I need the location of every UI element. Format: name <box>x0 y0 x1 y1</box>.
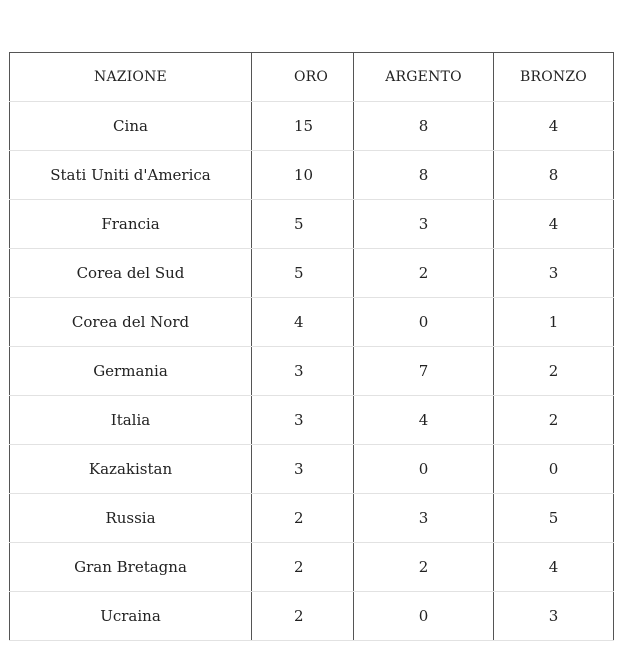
header-row <box>10 53 614 102</box>
cell-nazione: Ucraina <box>10 592 252 641</box>
cell-nazione: Corea del Sud <box>10 249 252 298</box>
cell-argento: 8 <box>354 151 494 200</box>
cell-oro: 4 <box>252 298 354 347</box>
cell-nazione: Italia <box>10 396 252 445</box>
cell-argento: 0 <box>354 592 494 641</box>
cell-nazione: Germania <box>10 347 252 396</box>
cell-bronzo: 4 <box>494 543 614 592</box>
header-bronzo: BRONZO <box>494 53 614 102</box>
table-row <box>10 200 614 249</box>
cell-argento: 2 <box>354 543 494 592</box>
cell-nazione: Corea del Nord <box>10 298 252 347</box>
table-row <box>10 396 614 445</box>
table-row <box>10 102 614 151</box>
table-row <box>10 347 614 396</box>
cell-oro: 3 <box>252 445 354 494</box>
cell-oro: 5 <box>252 200 354 249</box>
table-row <box>10 298 614 347</box>
cell-oro: 2 <box>252 592 354 641</box>
table-row <box>10 543 614 592</box>
cell-oro: 2 <box>252 494 354 543</box>
cell-nazione: Gran Bretagna <box>10 543 252 592</box>
cell-bronzo: 3 <box>494 592 614 641</box>
table-row <box>10 445 614 494</box>
cell-oro: 3 <box>252 396 354 445</box>
cell-argento: 8 <box>354 102 494 151</box>
cell-bronzo: 3 <box>494 249 614 298</box>
cell-oro: 15 <box>252 102 354 151</box>
header-oro: ORO <box>252 53 354 102</box>
cell-bronzo: 5 <box>494 494 614 543</box>
cell-oro: 5 <box>252 249 354 298</box>
cell-argento: 2 <box>354 249 494 298</box>
cell-bronzo: 8 <box>494 151 614 200</box>
cell-bronzo: 2 <box>494 347 614 396</box>
cell-oro: 3 <box>252 347 354 396</box>
cell-nazione: Francia <box>10 200 252 249</box>
table-row <box>10 151 614 200</box>
cell-bronzo: 0 <box>494 445 614 494</box>
medal-table-container <box>9 52 613 641</box>
table-row <box>10 592 614 641</box>
cell-bronzo: 2 <box>494 396 614 445</box>
cell-nazione: Russia <box>10 494 252 543</box>
cell-oro: 10 <box>252 151 354 200</box>
table-row <box>10 249 614 298</box>
cell-argento: 7 <box>354 347 494 396</box>
table-row <box>10 494 614 543</box>
cell-oro: 2 <box>252 543 354 592</box>
cell-bronzo: 4 <box>494 102 614 151</box>
cell-nazione: Kazakistan <box>10 445 252 494</box>
cell-argento: 0 <box>354 298 494 347</box>
cell-argento: 4 <box>354 396 494 445</box>
cell-argento: 3 <box>354 200 494 249</box>
medal-table <box>9 52 614 641</box>
cell-nazione: Stati Uniti d'America <box>10 151 252 200</box>
cell-nazione: Cina <box>10 102 252 151</box>
cell-argento: 0 <box>354 445 494 494</box>
header-argento: ARGENTO <box>354 53 494 102</box>
header-nazione: NAZIONE <box>10 53 252 102</box>
cell-argento: 3 <box>354 494 494 543</box>
cell-bronzo: 1 <box>494 298 614 347</box>
cell-bronzo: 4 <box>494 200 614 249</box>
